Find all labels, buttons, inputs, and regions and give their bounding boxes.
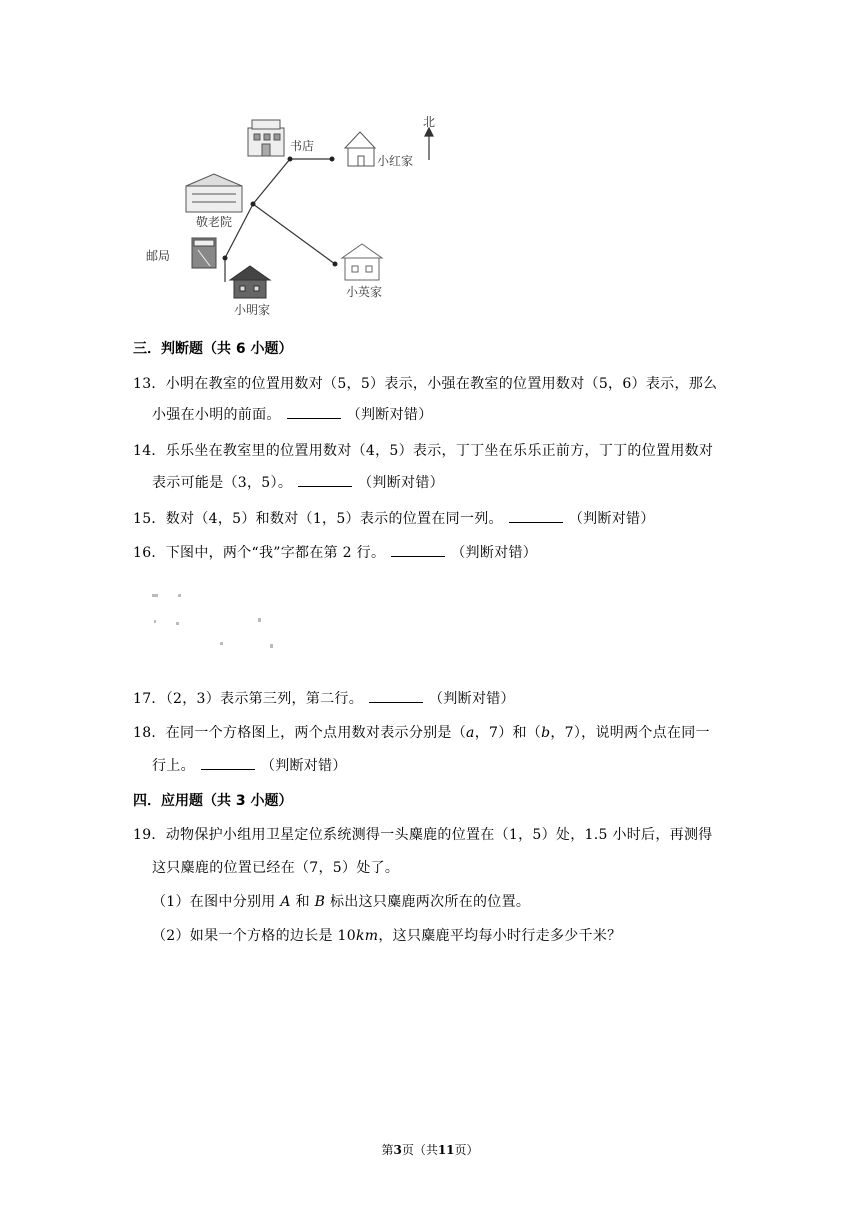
question-13-line-2	[152, 404, 433, 424]
question-17	[133, 688, 515, 708]
question-number: 16．	[133, 545, 166, 561]
question-text: 下图中，两个“我”字都在第 2 行。	[165, 545, 386, 561]
judge-hint: （判断对错）	[346, 407, 433, 423]
question-15	[133, 508, 655, 528]
judge-hint: （判断对错）	[260, 758, 347, 774]
nursing-home-building-icon	[186, 174, 242, 212]
question-19-line-1	[133, 824, 713, 844]
faint-grid-figure	[140, 580, 300, 660]
question-19-line-2	[152, 857, 399, 877]
question-text: 这只麋鹿的位置已经在（7，5）处了。	[152, 860, 400, 876]
xiaohong-house-icon	[345, 132, 375, 166]
answer-blank[interactable]	[369, 688, 423, 703]
question-text: 和	[295, 894, 310, 910]
answer-blank[interactable]	[201, 755, 255, 770]
variable-a: a	[466, 725, 475, 741]
question-13-line-1	[133, 373, 717, 393]
footer-text: 页）	[454, 1143, 479, 1157]
xiaoying-house-icon	[342, 244, 382, 280]
judge-hint: （判断对错）	[429, 691, 515, 707]
answer-blank[interactable]	[391, 542, 445, 557]
question-text: 在同一个方格图上，两个点用数对表示分别是（	[165, 725, 467, 741]
label-nursing-home: 敬老院	[196, 215, 233, 229]
question-16	[133, 542, 537, 562]
question-number: 15．	[133, 511, 166, 527]
label-a: A	[280, 894, 291, 910]
north-arrow-icon	[425, 128, 433, 160]
question-number: 19．	[133, 827, 166, 843]
answer-blank[interactable]	[509, 508, 563, 523]
label-xiaoming: 小明家	[234, 303, 271, 317]
bookstore-building-icon	[248, 120, 284, 156]
question-number: 14．	[133, 443, 166, 459]
map-svg	[140, 110, 450, 320]
judge-hint: （判断对错）	[358, 475, 444, 491]
label-north: 北	[423, 115, 436, 129]
question-number: 17．	[133, 691, 166, 707]
question-18-line-2	[152, 755, 347, 775]
question-18-line-1	[133, 722, 710, 742]
question-text: 数对（4，5）和数对（1，5）表示的位置在同一列。	[165, 511, 503, 527]
question-number: 18．	[133, 725, 166, 741]
unit-km: km	[355, 928, 379, 944]
question-number: 13．	[133, 376, 166, 392]
question-text: 标出这只麋鹿两次所在的位置。	[330, 894, 531, 910]
page-footer	[0, 1141, 860, 1158]
label-b: B	[314, 894, 326, 910]
question-text: （1）在图中分别用	[152, 894, 276, 910]
footer-text: 页（共	[401, 1143, 438, 1157]
section-title-application: 四．应用题（共 3 小题）	[133, 793, 293, 809]
question-text: 小明在教室的位置用数对（5，5）表示，小强在教室的位置用数对（5，6）表示，那么	[165, 376, 718, 392]
label-xiaoying: 小英家	[346, 285, 383, 299]
judge-hint: （判断对错）	[568, 511, 655, 527]
judge-hint: （判断对错）	[451, 545, 538, 561]
question-14-line-2	[152, 472, 444, 492]
total-pages: 11	[437, 1143, 455, 1157]
post-office-building-icon	[192, 238, 216, 268]
question-text: ，这只麋鹿平均每小时行走多少千米？	[378, 928, 622, 944]
question-text: 动物保护小组用卫星定位系统测得一头麋鹿的位置在（1，5）处，1.5 小时后，再测得	[165, 827, 713, 843]
question-14-line-1	[133, 440, 713, 460]
xiaoming-house-icon	[230, 266, 270, 298]
variable-b: b	[541, 725, 551, 741]
section-title-judgement: 三．判断题（共 6 小题）	[133, 341, 293, 357]
page-number: 3	[393, 1143, 402, 1157]
question-text: （2）如果一个方格的边长是 10	[152, 928, 356, 944]
question-19-part-1	[152, 891, 530, 911]
label-bookstore: 书店	[290, 139, 315, 153]
question-text: 小强在小明的前面。	[152, 407, 281, 423]
question-text: 行上。	[152, 758, 195, 774]
question-text: ，7），说明两个点在同一	[550, 725, 710, 741]
footer-text: 第	[381, 1143, 394, 1157]
label-post-office: 邮局	[146, 249, 171, 263]
location-map-figure	[140, 110, 450, 320]
question-16-figure	[140, 580, 300, 660]
question-text: ，7）和（	[474, 725, 542, 741]
question-text: 乐乐坐在教室里的位置用数对（4，5）表示，丁丁坐在乐乐正前方，丁丁的位置用数对	[165, 443, 714, 459]
answer-blank[interactable]	[298, 472, 352, 487]
question-text: 表示可能是（3，5）。	[152, 475, 293, 491]
question-text: （2，3）表示第三列，第二行。	[165, 691, 364, 707]
answer-blank[interactable]	[287, 404, 341, 419]
label-xiaohong: 小红家	[377, 154, 414, 168]
question-19-part-2	[152, 925, 621, 945]
